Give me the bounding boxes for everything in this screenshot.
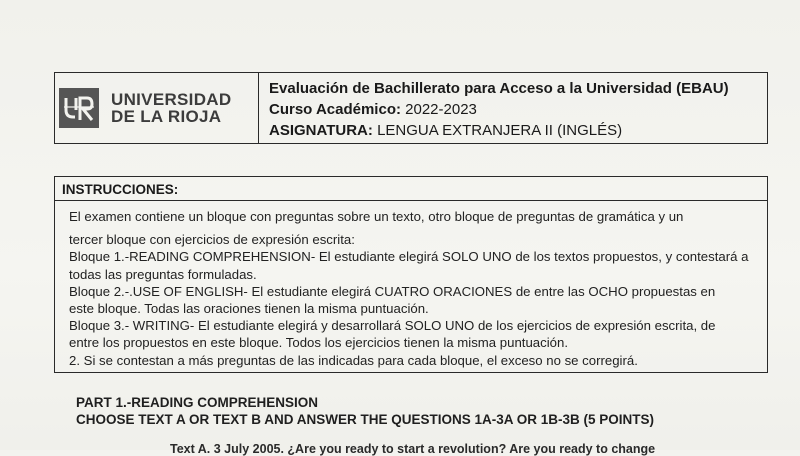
university-logo-cell [55,73,259,143]
exam-title: Evaluación de Bachillerato para Acceso a la Universidad (EBAU) [269,80,729,97]
subject-label: ASIGNATURA: [269,122,373,139]
subject-line [269,120,767,141]
exam-title-cell [259,73,767,143]
course-value: 2022-2023 [405,101,477,118]
instruction-line: Bloque 3.- WRITING- El estudiante elegirá y desarrollará SOLO UNO de los ejercicios de expresión escrita, de [69,318,716,334]
text-a-title: Text A. 3 July 2005. ¿Are you ready to start a revolution? Are you ready to change [170,442,656,456]
course-line [269,99,767,120]
instruction-line: todas las preguntas formuladas. [69,266,257,282]
university-name [111,91,231,125]
instruction-line: Bloque 2.-.USE OF ENGLISH- El estudiante elegirá CUATRO ORACIONES de entre las OCHO propuestas en [69,283,716,299]
instructions-body [55,201,767,369]
part1-subheading: CHOOSE TEXT A OR TEXT B AND ANSWER THE QUESTIONS 1A-3A OR 1B-3B (5 POINTS) [76,412,655,427]
instruction-line: 2. Si se contestan a más preguntas de las indicadas para cada bloque, el exceso no se corregirá. [69,352,638,368]
instructions-heading: INSTRUCCIONES: [55,177,767,201]
university-logo-icon [59,88,99,128]
exam-header [54,72,768,144]
university-name-line1: UNIVERSIDAD [111,90,232,109]
part1-heading: PART 1.-READING COMPREHENSION [76,395,319,410]
instruction-line: Bloque 1.-READING COMPREHENSION- El estudiante elegirá SOLO UNO de los textos propuestos, y contestará a [69,249,749,265]
part1-section [76,394,654,428]
instruction-line: El examen contiene un bloque con preguntas sobre un texto, otro bloque de preguntas de gramática y un [69,209,684,224]
instruction-line: este bloque. Todas las oraciones tienen la misma puntuación. [69,301,429,317]
instruction-line: tercer bloque con ejercicios de expresión escrita: [69,232,355,248]
instruction-line: entre los propuestos en este bloque. Todos los ejercicios tienen la misma puntuación. [69,335,568,351]
instructions-box [54,176,768,373]
subject-value: LENGUA EXTRANJERA II (INGLÉS) [377,122,623,139]
course-label: Curso Académico: [269,101,401,118]
university-name-line2: DE LA RIOJA [111,107,222,126]
